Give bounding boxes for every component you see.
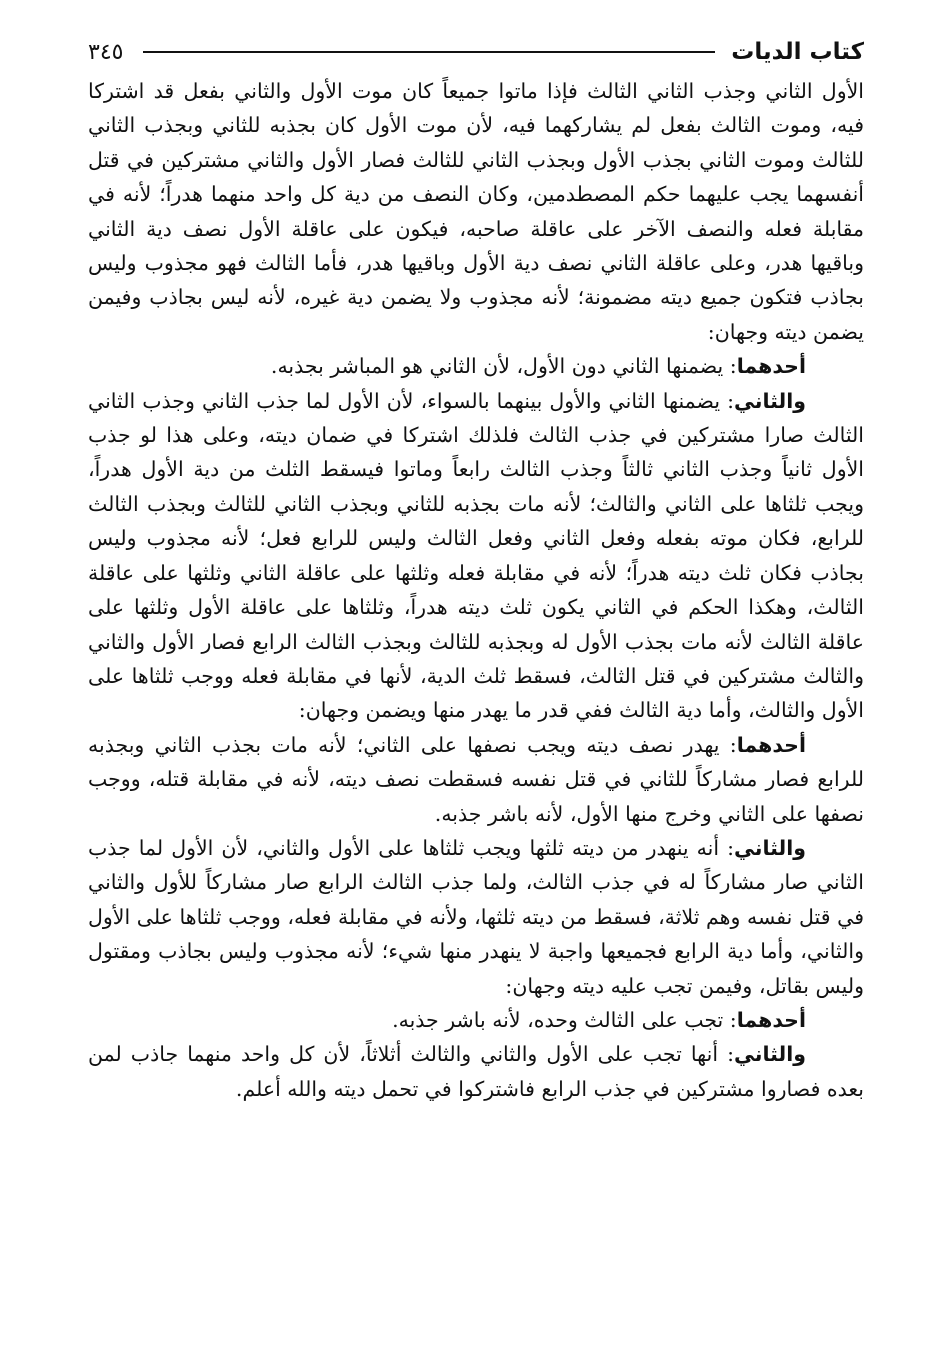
paragraph-text: : يضمنها الثاني دون الأول، لأن الثاني هو المباشر بجذبه. xyxy=(270,354,737,379)
paragraph-lead: أحدهما xyxy=(736,732,806,757)
paragraph xyxy=(88,728,864,831)
paragraph-lead: أحدهما xyxy=(736,354,806,379)
paragraph-text: : أنه ينهدر من ديته ثلثها ويجب ثلثاها على الأول والثاني، لأن الأول لما جذب الثاني صار مشاركاً له في جذب الثالث، ولما جذب الثالث الرابع صار مشاركاً للأول والثاني في قتل نفسه وهم ثلاثة، فسقط من ديته ثلثها، ولأنه في مقابلة فعله، ووجب ثلثاها على الأول والثاني، وأما دية الرابع فجميعها واجبة لا ينهدر منها شيء؛ لأنه مجذوب وليس بجاذب ومقتول وليس بقاتل، وفيمن تجب عليه ديته وجهان: xyxy=(88,835,864,998)
paragraph-lead: والثاني xyxy=(734,1042,806,1067)
book-title: كتاب الديات xyxy=(731,39,864,65)
paragraph xyxy=(88,349,864,383)
paragraph-text: : يضمنها الثاني والأول بينهما بالسواء، لأن الأول لما جذب الثاني وجذب الثاني الثالث صارا مشتركين في جذب الثالث فلذلك اشتركا في ضمان ديته، وعلى هذا لو جذب الأول ثانياً وجذب الثاني ثالثاً وجذب الثالث رابعاً وماتوا فيسقط الثلث من دية الأول هدراً، ويجب ثلثاها على الثاني والثالث؛ لأنه مات بجذبه للثاني وبجذب الثاني للثالث وبجذب الثالث للرابع، فكان موته بفعله وفعل الثاني وفعل الثالث وليس للرابع فعل؛ لأنه مجذوب وليس بجاذب فكان ثلث ديته هدراً؛ لأنه في مقابلة فعله وثلثها على عاقلة الثاني وثلثها على عاقلة الثالث، وهكذا الحكم في الثاني يكون ثلث ديته هدراً، وثلثاها على عاقلة الأول وثلثها على عاقلة الثالث لأنه مات بجذب الأول له وبجذبه للثالث وبجذب الثالث الرابع فصار الأول والثاني والثالث مشتركين في قتل الثالث، فسقط ثلث الدية، لأنها في مقابلة فعله ووجب ثلثاها على الأول والثالث، وأما دية الثالث ففي قدر ما يهدر منها ويضمن وجهان: xyxy=(88,388,864,723)
paragraph xyxy=(88,1003,864,1037)
paragraph-text: : أنها تجب على الأول والثاني والثالث أثلاثاً، لأن كل واحد منهما جاذب لمن بعده فصاروا مشتركين في جذب الرابع فاشتركوا في تحمل ديته والله أعلم. xyxy=(88,1042,864,1101)
paragraph-lead: أحدهما xyxy=(736,1007,806,1032)
paragraph-lead: والثاني xyxy=(734,388,806,413)
page-body xyxy=(88,74,864,1106)
paragraph xyxy=(88,74,864,349)
paragraph-text: : يهدر نصف ديته ويجب نصفها على الثاني؛ لأنه مات بجذب الثاني وبجذبه للرابع فصار مشاركاً للثاني في قتل نفسه فسقطت نصف ديته، لأنه في مقابلة قتله، ووجب نصفها على الثاني وخرج منها الأول، لأنه باشر جذبه. xyxy=(88,732,864,826)
paragraph-lead: والثاني xyxy=(734,835,806,860)
paragraph-text: الأول الثاني وجذب الثاني الثالث فإذا ماتوا جميعاً كان موت الأول والثاني بفعل قد اشتركا فيه، وموت الثالث بفعل لم يشاركهما فيه، لأن موت الأول كان بجذبه للثاني وبجذب الثاني للثالث وموت الثاني بجذب الأول وبجذب الثاني للثالث فصار الأول والثاني مشتركين في قتل أنفسهما يجب عليهما حكم المصطدمين، وكان النصف من دية كل واحد منهما هدراً؛ لأنه في مقابلة فعله والنصف الآخر على عاقلة صاحبه، فيكون على عاقلة الأول نصف دية الثاني وباقيها هدر، وعلى عاقلة الثاني نصف دية الأول وباقيها هدر، فأما الثالث فهو مجذوب وليس بجاذب فتكون جميع ديته مضمونة؛ لأنه مجذوب ولا يضمن دية غيره، لأنه ليس بجاذب وفيمن يضمن ديته وجهان: xyxy=(88,79,864,344)
paragraph-text: : تجب على الثالث وحده، لأنه باشر جذبه. xyxy=(392,1007,737,1032)
page-number: ٣٤٥ xyxy=(88,39,124,65)
paragraph xyxy=(88,384,864,728)
header-rule xyxy=(143,51,715,53)
paragraph xyxy=(88,1037,864,1106)
paragraph xyxy=(88,831,864,1003)
page-header xyxy=(88,30,864,74)
